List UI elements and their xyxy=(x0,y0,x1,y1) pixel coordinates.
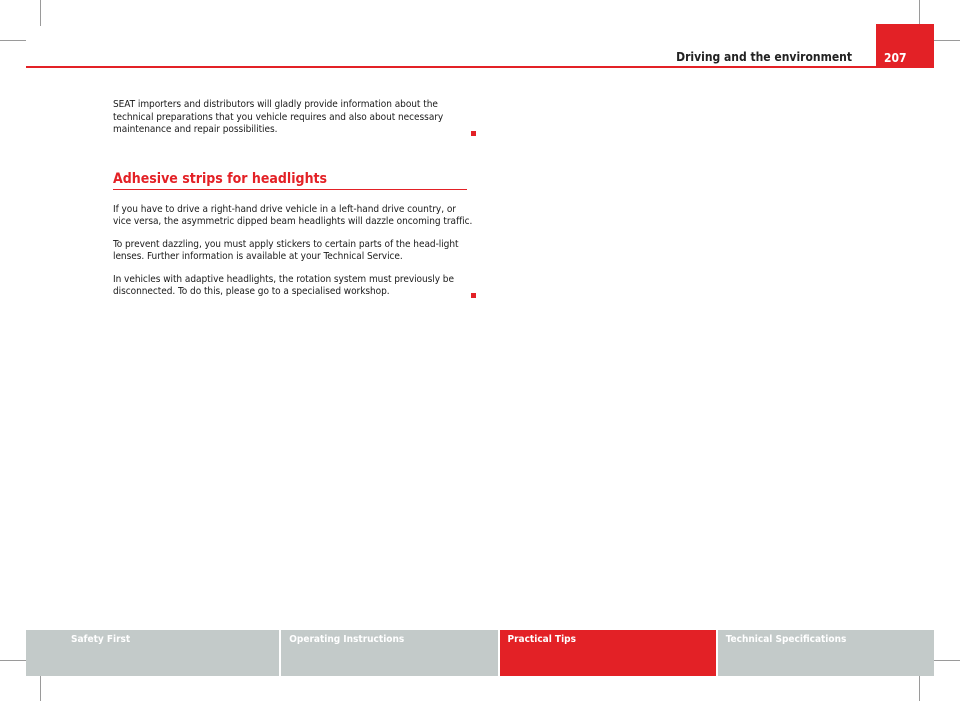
end-of-section-mark xyxy=(471,293,476,298)
tab-practical-tips[interactable]: Practical Tips xyxy=(500,630,716,676)
header-rule xyxy=(26,66,934,68)
crop-mark xyxy=(0,660,26,661)
crop-mark xyxy=(934,660,960,661)
body-paragraph-text: In vehicles with adaptive headlights, the rotation system must previously be disconnected. To do this, please go to a specialised workshop. xyxy=(113,273,454,297)
section-title: Driving and the environment xyxy=(676,50,852,64)
crop-mark xyxy=(919,0,920,26)
tab-technical-specifications[interactable]: Technical Specifications xyxy=(718,630,934,676)
tab-operating-instructions[interactable]: Operating Instructions xyxy=(281,630,497,676)
tab-safety-first[interactable]: Safety First xyxy=(26,630,279,676)
crop-mark xyxy=(934,40,960,41)
crop-mark xyxy=(40,676,41,701)
body-paragraph xyxy=(113,274,473,299)
body-paragraph: To prevent dazzling, you must apply stickers to certain parts of the head-light lenses. Further information is available at your Technical Service. xyxy=(113,238,459,262)
crop-mark xyxy=(40,0,41,26)
intro-paragraph xyxy=(113,99,473,137)
end-of-section-mark xyxy=(471,131,476,136)
crop-mark xyxy=(919,676,920,701)
page-number: 207 xyxy=(876,24,934,68)
body-paragraph: If you have to drive a right-hand drive vehicle in a left-hand drive country, or vice versa, the asymmetric dipped beam headlights will dazzle oncoming traffic. xyxy=(113,203,473,227)
footer-nav xyxy=(26,630,934,676)
crop-mark xyxy=(0,40,26,41)
page-content xyxy=(113,99,473,309)
intro-paragraph-text: SEAT importers and distributors will gladly provide information about the technical preparations that you vehicle requires and also about necessary maintenance and repair possibilities. xyxy=(113,99,444,135)
section-heading: Adhesive strips for headlights xyxy=(113,171,467,190)
